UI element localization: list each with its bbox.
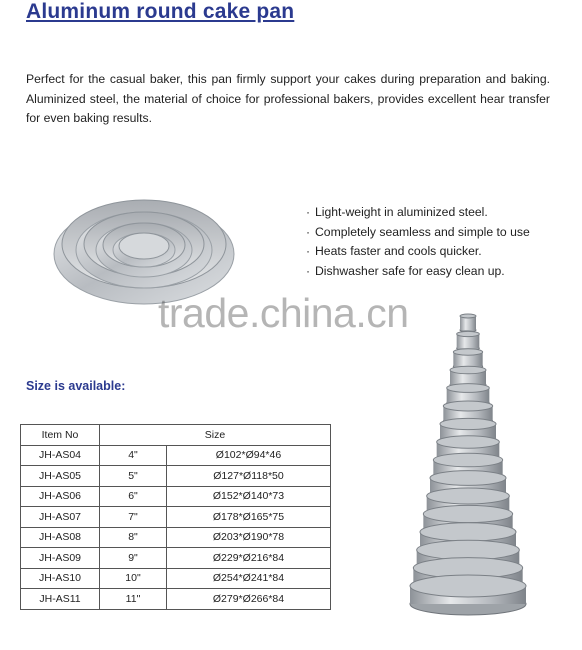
inch-cell: 11" (100, 589, 167, 610)
inch-cell: 4" (100, 445, 167, 466)
pan-rim (437, 436, 500, 448)
table-row (21, 548, 331, 569)
inch-cell: 10" (100, 568, 167, 589)
pan-rim (453, 349, 482, 355)
pan-rim (427, 488, 510, 504)
pan-rim (420, 523, 516, 541)
inch-cell: 5" (100, 466, 167, 487)
list-item: · Dishwasher safe for easy clean up. (306, 263, 505, 278)
item-no-cell: JH-AS06 (21, 486, 100, 507)
feature-list (306, 203, 530, 281)
pan-rim (443, 401, 492, 411)
dimension-cell: Ø229*Ø216*84 (167, 548, 331, 569)
table-row (21, 466, 331, 487)
item-no-cell: JH-AS04 (21, 445, 100, 466)
list-item: · Heats faster and cools quicker. (306, 244, 482, 258)
table-row (21, 527, 331, 548)
item-no-cell: JH-AS07 (21, 507, 100, 528)
pan-rim (450, 366, 486, 374)
dimension-cell: Ø102*Ø94*46 (167, 445, 331, 466)
list-item: · Light-weight in aluminized steel. (306, 205, 488, 219)
pan-rim (430, 471, 506, 486)
pan-rim (460, 314, 476, 318)
dimension-cell: Ø279*Ø266*84 (167, 589, 331, 610)
size-heading: Size is available: (26, 379, 126, 393)
pan-rim (440, 418, 496, 429)
item-no-cell: JH-AS11 (21, 589, 100, 610)
table-header-row (21, 425, 331, 446)
size-table (20, 424, 331, 610)
pan-rim (457, 331, 480, 336)
table-row (21, 589, 331, 610)
pan-rim (433, 453, 502, 467)
product-description: Perfect for the casual baker, this pan firmly support your cakes during preparation and baking. Aluminized steel, the material of choice for professional bakers, provides excellent hear transfer for even baking results. (26, 72, 550, 125)
dimension-cell: Ø127*Ø118*50 (167, 466, 331, 487)
dimension-cell: Ø152*Ø140*73 (167, 486, 331, 507)
page-title: Aluminum round cake pan (26, 0, 295, 23)
table-row (21, 486, 331, 507)
inch-cell: 7" (100, 507, 167, 528)
header-size: Size (100, 425, 331, 446)
table-row (21, 507, 331, 528)
pan-rim (423, 505, 512, 522)
item-no-cell: JH-AS10 (21, 568, 100, 589)
dimension-cell: Ø178*Ø165*75 (167, 507, 331, 528)
dimension-cell: Ø254*Ø241*84 (167, 568, 331, 589)
inch-cell: 8" (100, 527, 167, 548)
inch-cell: 9" (100, 548, 167, 569)
watermark: trade.china.cn (158, 290, 409, 336)
pan-rim (417, 540, 520, 560)
dimension-cell: Ø203*Ø190*78 (167, 527, 331, 548)
pan-rim (410, 575, 526, 597)
list-item: · Completely seamless and simple to use (306, 224, 530, 239)
header-item-no: Item No (21, 425, 100, 446)
item-no-cell: JH-AS05 (21, 466, 100, 487)
pan-tower-image (408, 308, 528, 620)
inch-cell: 6" (100, 486, 167, 507)
item-no-cell: JH-AS09 (21, 548, 100, 569)
table-row (21, 568, 331, 589)
pan-rim (447, 384, 490, 393)
item-no-cell: JH-AS08 (21, 527, 100, 548)
table-row (21, 445, 331, 466)
